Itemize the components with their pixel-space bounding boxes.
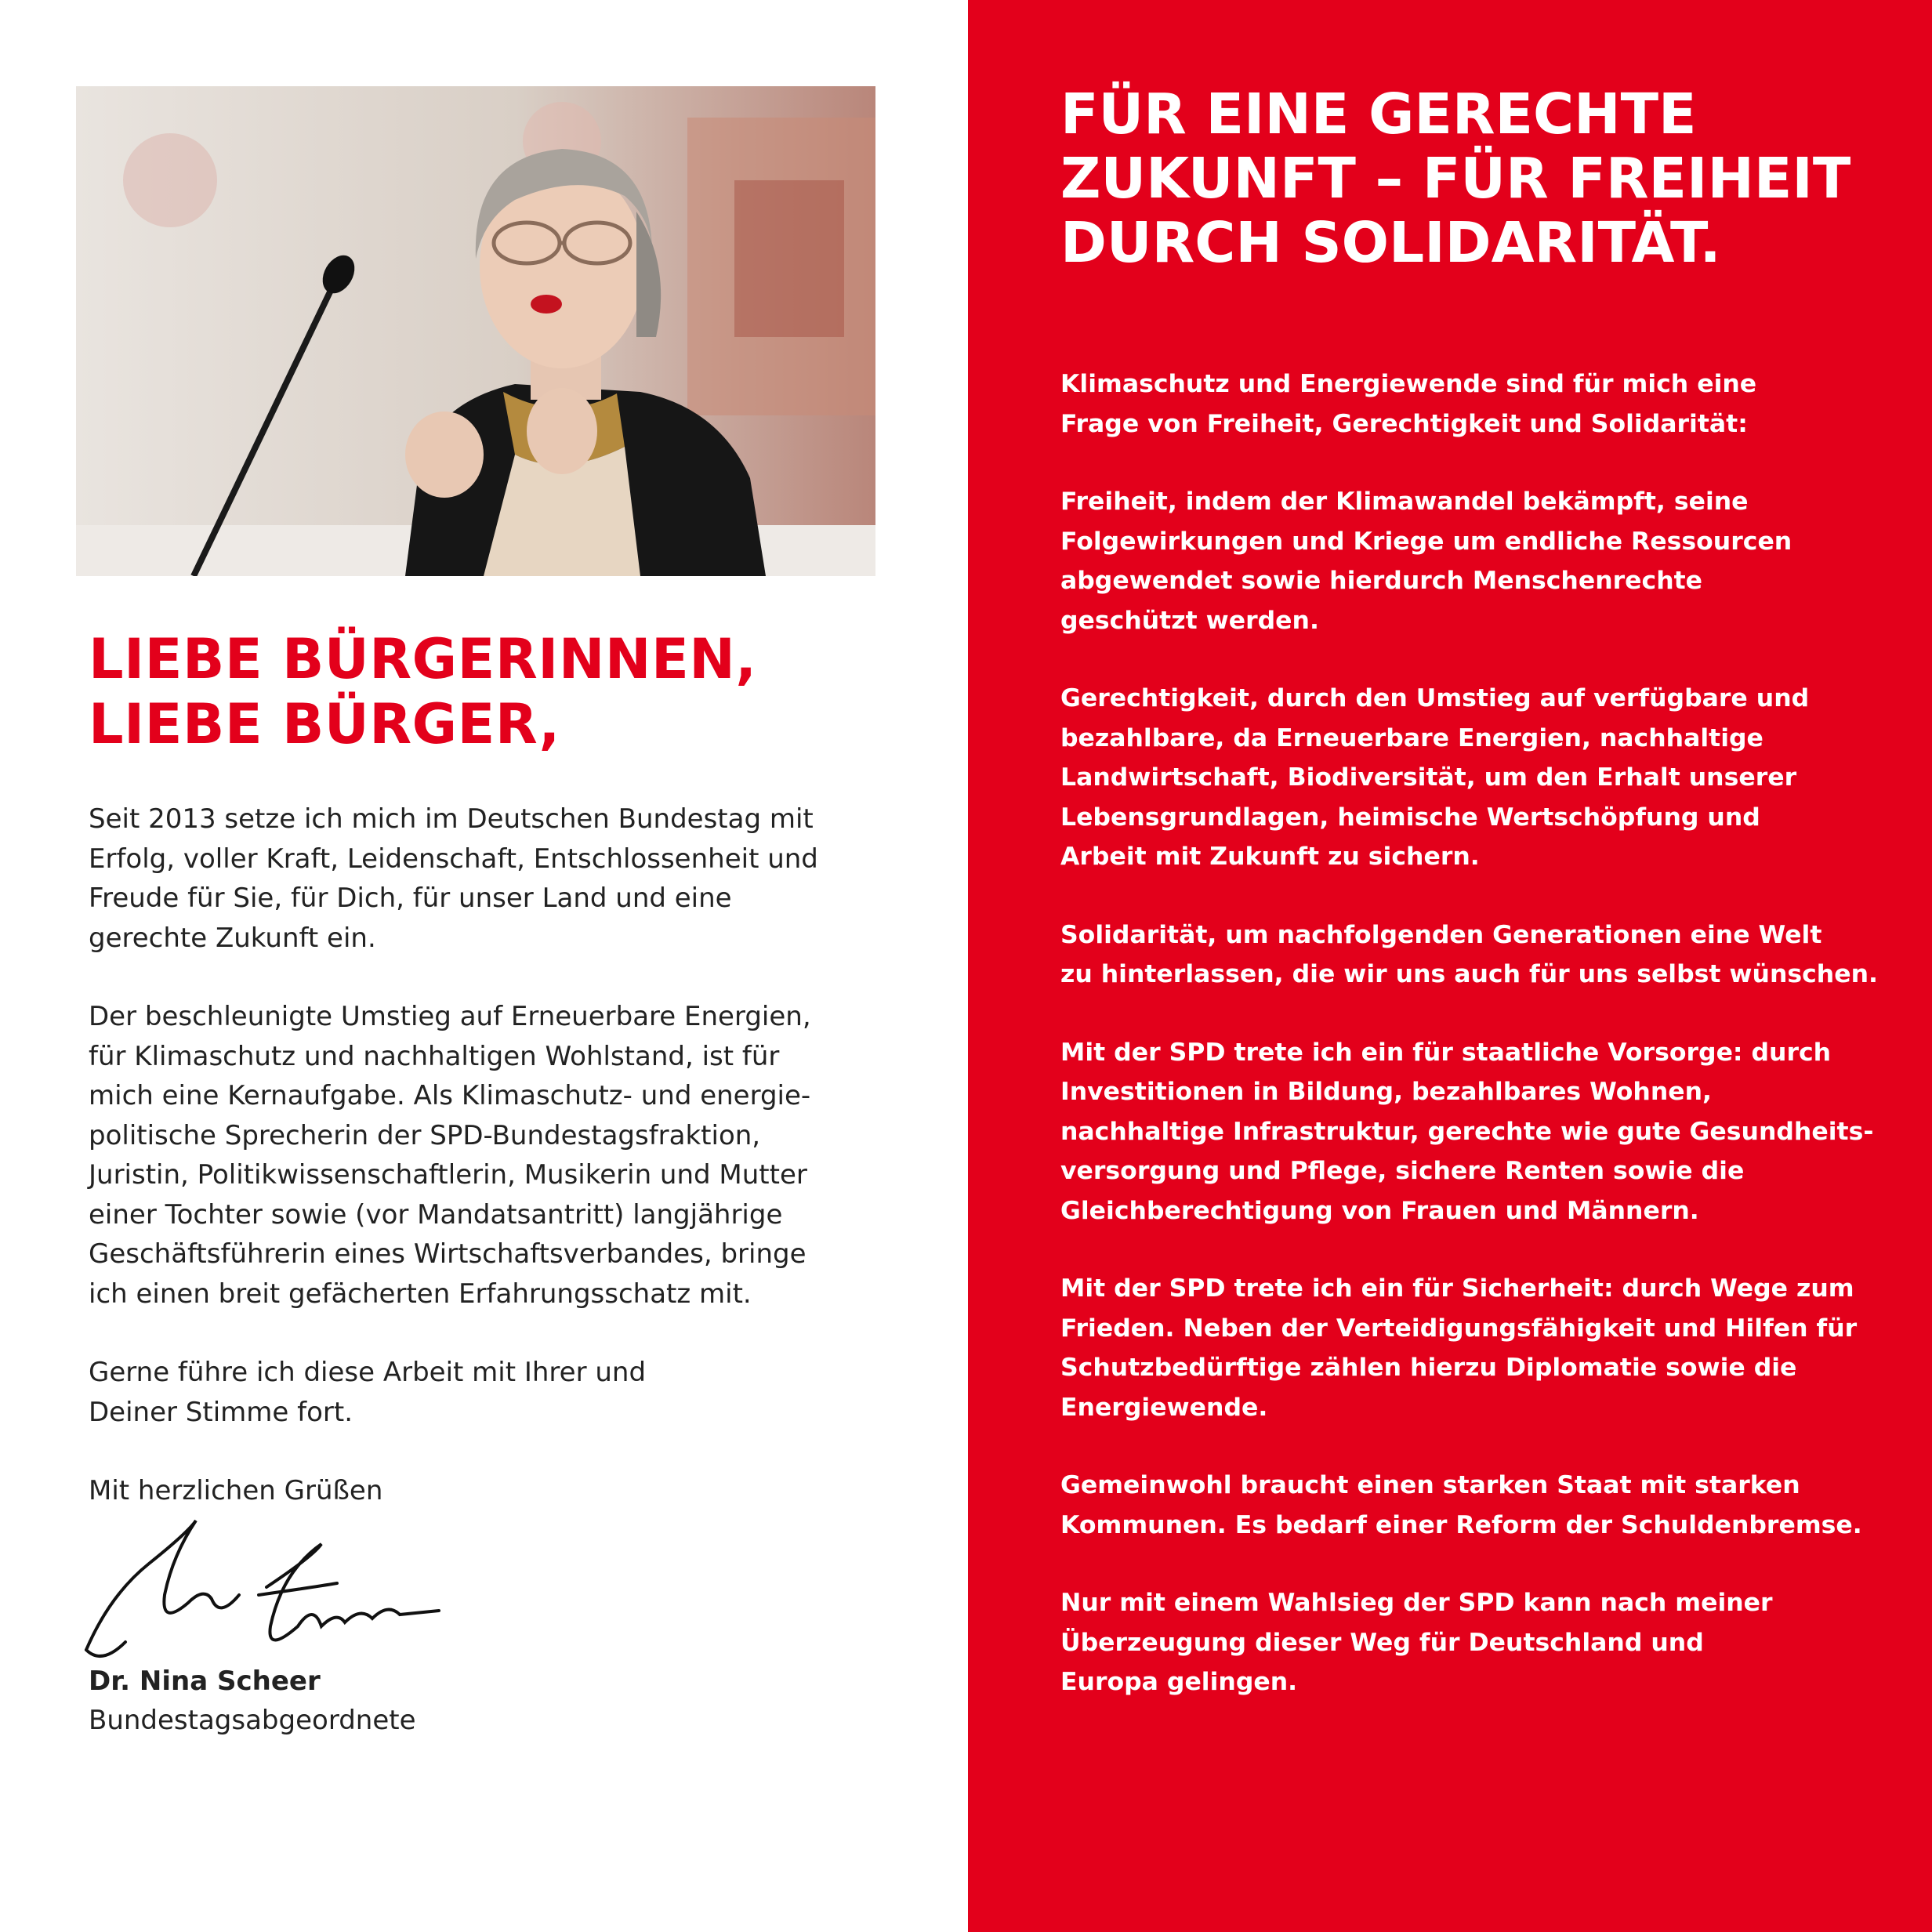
manifesto-line: bezahlbare, da Erneuerbare Energien, nachhaltige	[1060, 723, 1763, 752]
manifesto-line: Solidarität, um nachfolgenden Generationen eine Welt	[1060, 920, 1822, 949]
manifesto-line: abgewendet sowie hierdurch Menschenrechte	[1060, 567, 1703, 595]
manifesto-line: Kommunen. Es bedarf einer Reform der Schuldenbremse.	[1060, 1510, 1862, 1539]
letter-line: Mit herzlichen Grüßen	[89, 1475, 383, 1506]
manifesto-line: Lebensgrundlagen, heimische Wertschöpfung und	[1060, 803, 1760, 832]
portrait-photo-icon	[76, 86, 875, 576]
greeting-heading	[89, 627, 912, 757]
manifesto-line: Freiheit, indem der Klimawandel bekämpft, seine	[1060, 488, 1749, 516]
manifesto-line: Frage von Freiheit, Gerechtigkeit und Solidarität:	[1060, 409, 1748, 438]
manifesto-line: Schutzbedürftige zählen hierzu Diplomatie sowie die	[1060, 1354, 1797, 1382]
manifesto-line: Investitionen in Bildung, bezahlbares Wohnen,	[1060, 1078, 1713, 1106]
manifesto-paragraph	[1060, 1033, 1923, 1231]
manifesto-line: Mit der SPD trete ich ein für Sicherheit: durch Wege zum	[1060, 1274, 1854, 1303]
manifesto-line: Gemeinwohl braucht einen starken Staat mit starken	[1060, 1471, 1800, 1499]
letter-line: Seit 2013 setze ich mich im Deutschen Bundestag mit	[89, 803, 814, 835]
manifesto-paragraph	[1060, 1269, 1923, 1427]
manifesto-line: Europa gelingen.	[1060, 1668, 1298, 1696]
manifesto-line: Mit der SPD trete ich ein für staatliche Vorsorge: durch	[1060, 1038, 1832, 1067]
manifesto-line: geschützt werden.	[1060, 606, 1319, 635]
manifesto-line: Gerechtigkeit, durch den Umstieg auf verfügbare und	[1060, 684, 1810, 712]
manifesto-line: Nur mit einem Wahlsieg der SPD kann nach meiner	[1060, 1589, 1773, 1617]
letter-line: Gerne führe ich diese Arbeit mit Ihrer und	[89, 1357, 647, 1388]
manifesto-line: Arbeit mit Zukunft zu sichern.	[1060, 843, 1480, 871]
manifesto-paragraph	[1060, 1583, 1923, 1702]
signer-name: Dr. Nina Scheer	[89, 1666, 321, 1697]
letter-line: Deiner Stimme fort.	[89, 1396, 353, 1428]
manifesto-line: Klimaschutz und Energiewende sind für mich eine	[1060, 370, 1757, 398]
signature-image	[78, 1509, 455, 1666]
manifesto-line: Überzeugung dieser Weg für Deutschland und	[1060, 1628, 1704, 1657]
greeting-line-1: LIEBE BÜRGERINNEN,	[89, 627, 757, 691]
manifesto-body	[1060, 364, 1923, 1741]
signer-title: Bundestagsabgeordnete	[89, 1705, 416, 1736]
letter-line: Geschäftsführerin eines Wirtschaftsverbandes, bringe	[89, 1238, 807, 1270]
signature-icon	[78, 1509, 455, 1666]
letter-closing	[89, 1471, 912, 1511]
manifesto-line: nachhaltige Infrastruktur, gerechte wie gute Gesundheits-	[1060, 1117, 1874, 1146]
manifesto-line: zu hinterlassen, die wir uns auch für uns selbst wünschen.	[1060, 960, 1878, 988]
letter-line: Juristin, Politikwissenschaftlerin, Musikerin und Mutter	[89, 1159, 807, 1191]
letter-line: für Klimaschutz und nachhaltigen Wohlstand, ist für	[89, 1040, 780, 1072]
manifesto-paragraph	[1060, 679, 1923, 877]
manifesto-line: Gleichberechtigung von Frauen und Männern.	[1060, 1196, 1699, 1225]
letter-line: mich eine Kernaufgabe. Als Klimaschutz- und energie-	[89, 1080, 811, 1111]
manifesto-line: Landwirtschaft, Biodiversität, um den Erhalt unserer	[1060, 763, 1797, 792]
headline-line-3: DURCH SOLIDARITÄT.	[1060, 210, 1721, 275]
manifesto-panel	[968, 0, 1932, 1932]
letter-line: Freude für Sie, für Dich, für unser Land und eine	[89, 883, 732, 914]
letter-body	[89, 799, 912, 1550]
manifesto-line: Folgewirkungen und Kriege um endliche Ressourcen	[1060, 527, 1792, 556]
manifesto-paragraph	[1060, 915, 1923, 995]
manifesto-headline	[1060, 82, 1915, 275]
letter-line: politische Sprecherin der SPD-Bundestagsfraktion,	[89, 1119, 761, 1151]
manifesto-line: Energiewende.	[1060, 1393, 1268, 1422]
greeting-line-2: LIEBE BÜRGER,	[89, 692, 560, 756]
letter-line: ich einen breit gefächerten Erfahrungsschatz mit.	[89, 1278, 752, 1310]
letter-line: Erfolg, voller Kraft, Leidenschaft, Entschlossenheit und	[89, 843, 818, 875]
manifesto-paragraph	[1060, 364, 1923, 444]
signer-block	[89, 1662, 637, 1740]
manifesto-paragraph	[1060, 482, 1923, 640]
headline-line-1: FÜR EINE GERECHTE	[1060, 82, 1697, 147]
manifesto-paragraph	[1060, 1466, 1923, 1545]
portrait-photo	[76, 86, 875, 576]
manifesto-line: versorgung und Pflege, sichere Renten sowie die	[1060, 1157, 1745, 1185]
letter-line: Der beschleunigte Umstieg auf Erneuerbare Energien,	[89, 1001, 811, 1032]
headline-line-2: ZUKUNFT – FÜR FREIHEIT	[1060, 146, 1851, 211]
manifesto-line: Frieden. Neben der Verteidigungsfähigkeit und Hilfen für	[1060, 1314, 1858, 1343]
letter-paragraph	[89, 799, 912, 958]
letter-line: gerechte Zukunft ein.	[89, 922, 376, 954]
letter-paragraph	[89, 997, 912, 1314]
letter-paragraph	[89, 1353, 912, 1432]
letter-line: einer Tochter sowie (vor Mandatsantritt) langjährige	[89, 1198, 783, 1231]
